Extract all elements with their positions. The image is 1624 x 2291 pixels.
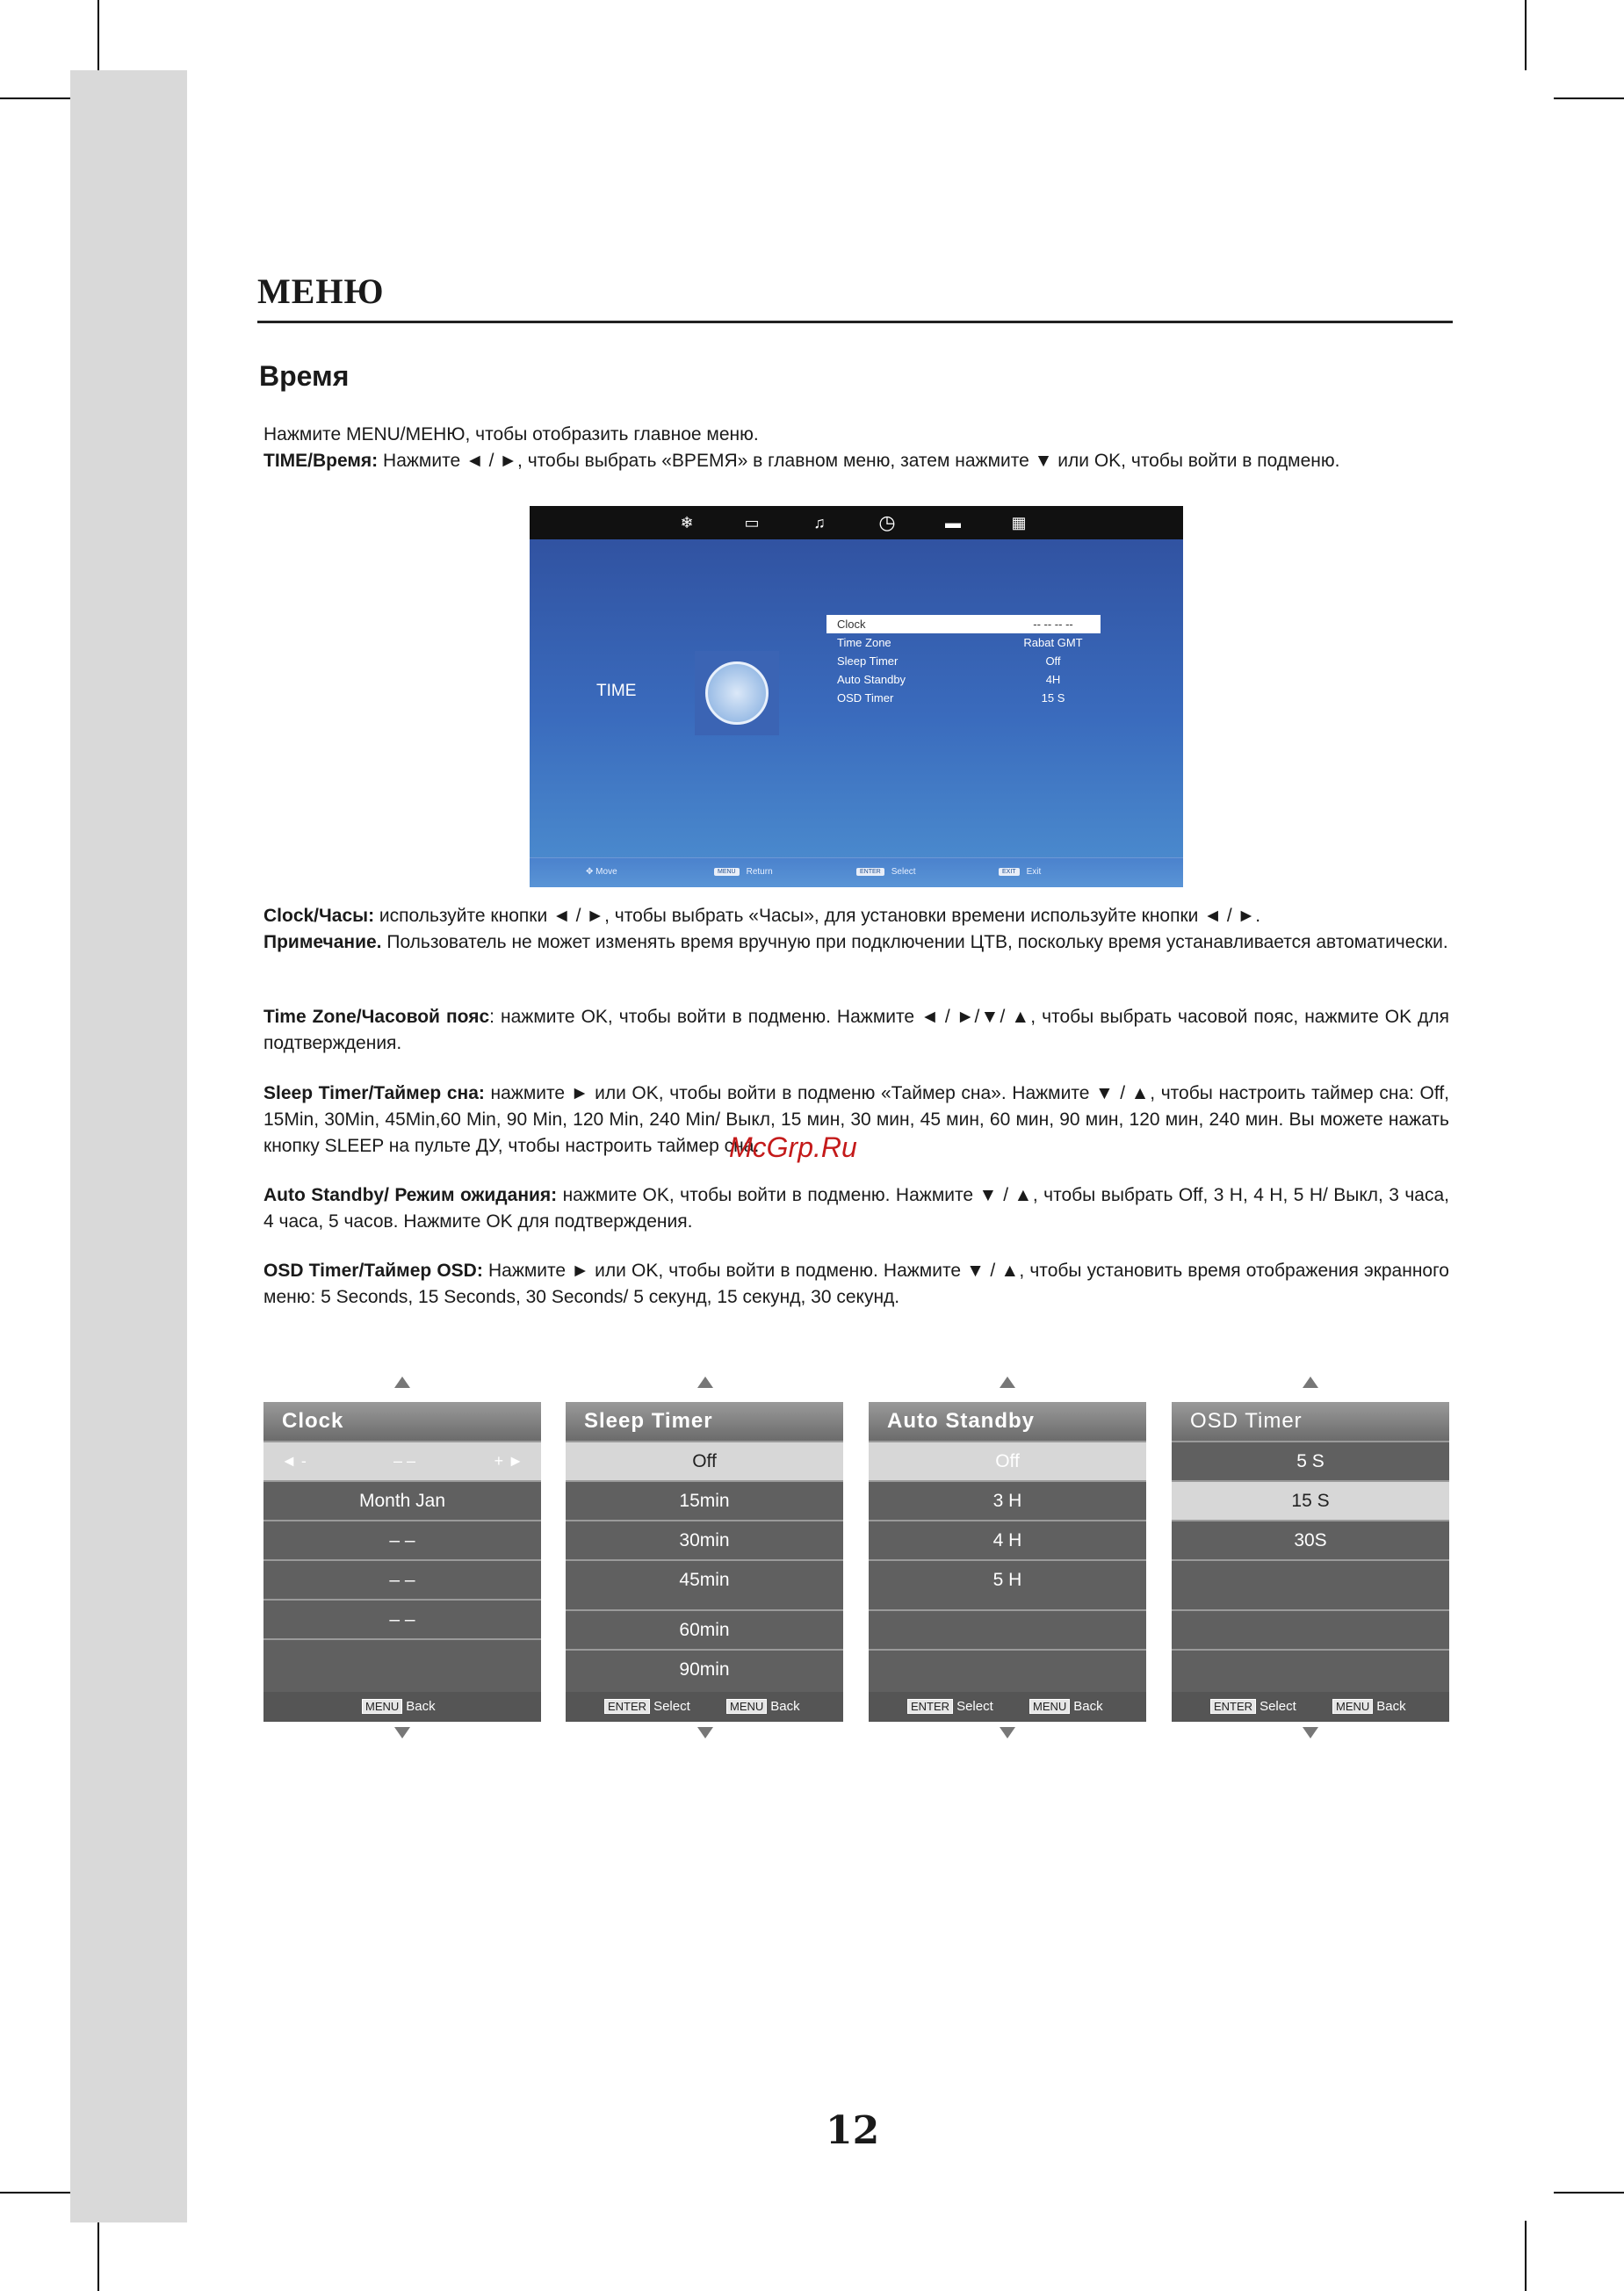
list-item[interactable]: Off xyxy=(566,1441,843,1482)
page-number: 12 xyxy=(826,2108,880,2153)
up-arrow-icon xyxy=(697,1377,713,1388)
list-item[interactable]: 5 H xyxy=(869,1559,1146,1601)
tv-top-bar xyxy=(530,506,1183,539)
list-item[interactable] xyxy=(263,1638,541,1692)
list-item[interactable] xyxy=(1172,1609,1449,1651)
list-item[interactable]: 30S xyxy=(1172,1520,1449,1561)
section-heading: Время xyxy=(259,360,350,392)
list-item[interactable]: 60min xyxy=(566,1609,843,1651)
time-icon: ◷ xyxy=(878,511,896,533)
clock-panel xyxy=(263,1402,541,1722)
list-item[interactable] xyxy=(869,1649,1146,1692)
osd-timer-panel xyxy=(1172,1402,1449,1722)
list-item[interactable]: – – xyxy=(263,1520,541,1561)
list-item[interactable]: 90min xyxy=(566,1649,843,1692)
down-arrow-icon xyxy=(1000,1727,1015,1738)
crop-mark xyxy=(1525,2221,1527,2291)
list-item[interactable]: 30min xyxy=(566,1520,843,1561)
crop-mark xyxy=(0,98,70,99)
sleep-timer-panel xyxy=(566,1402,843,1722)
tv-menu-screenshot xyxy=(530,506,1183,887)
sleep-timer-description: Sleep Timer/Таймер сна: нажмите ► или OK, чтобы войти в подменю «Таймер сна». Нажмите ▼ / ▲, чтобы настроить таймер сна: Off, 15Min, 30Min, 45Min,60 Min, 90 Min, 120 Min, 240 Min/ Выкл, 15 мин, 30 мин, 45 мин, 60 мин, 90 мин, 120 мин, 240 мин. Вы можете нажать кнопку SLEEP на пульте ДУ, чтобы настроить таймер сна. xyxy=(263,1083,1450,1156)
move-icon: ✥ xyxy=(586,867,596,877)
down-arrow-icon xyxy=(1303,1727,1318,1738)
down-arrow-icon xyxy=(394,1727,410,1738)
channel-icon: ▭ xyxy=(744,514,760,531)
watermark: McGrp.Ru xyxy=(729,1131,857,1163)
osd-timer-description: OSD Timer/Таймер OSD: Нажмите ► или OK, чтобы войти в подменю. Нажмите ▼ / ▲, чтобы установить время отображения экранного меню: 5 Seconds, 15 Seconds, 30 Seconds/ 5 секунд, 15 секунд, 30 секунд. xyxy=(263,1261,1449,1307)
intro-line-1: Нажмите MENU/МЕНЮ, чтобы отобразить главное меню. xyxy=(263,424,759,444)
up-arrow-icon xyxy=(394,1377,410,1388)
list-item[interactable]: 45min xyxy=(566,1559,843,1601)
list-item[interactable]: – – xyxy=(263,1559,541,1601)
up-arrow-icon xyxy=(1303,1377,1318,1388)
panel-title: Sleep Timer xyxy=(566,1402,843,1441)
crop-mark xyxy=(1525,0,1527,70)
tv-menu-item-auto-standby[interactable]: Auto Standby 4H xyxy=(837,673,1061,686)
select-hint: ENTER Select xyxy=(856,867,916,877)
intro-paragraph xyxy=(263,422,1449,474)
crop-mark xyxy=(0,2192,70,2193)
panel-title: Clock xyxy=(263,1402,541,1441)
back-hint[interactable]: MENU Back xyxy=(1029,1699,1103,1714)
picture-icon: ❄ xyxy=(680,514,694,531)
left-arrow-icon: ◄ - xyxy=(281,1452,307,1470)
back-hint[interactable]: MENU Back xyxy=(362,1699,436,1714)
return-hint: MENU Return xyxy=(714,867,773,877)
crop-mark xyxy=(1554,2192,1624,2193)
move-hint: ✥ Move xyxy=(586,867,617,877)
side-band xyxy=(70,70,187,2222)
panel-footer xyxy=(566,1692,843,1722)
crop-mark xyxy=(1554,98,1624,99)
list-item[interactable]: 3 H xyxy=(869,1480,1146,1521)
down-arrow-icon xyxy=(697,1727,713,1738)
list-item[interactable] xyxy=(869,1609,1146,1651)
back-hint[interactable]: MENU Back xyxy=(726,1699,800,1714)
select-hint[interactable]: ENTER Select xyxy=(907,1699,993,1714)
list-item[interactable]: 15 S xyxy=(1172,1480,1449,1521)
list-item[interactable]: 4 H xyxy=(869,1520,1146,1561)
auto-standby-panel xyxy=(869,1402,1146,1722)
clock-icon xyxy=(705,661,769,725)
tv-menu-item-osd-timer[interactable]: OSD Timer 15 S xyxy=(837,691,1065,705)
tv-time-menu xyxy=(826,615,1101,707)
clock-description: Clock/Часы: используйте кнопки ◄ / ►, чтобы выбрать «Часы», для установки времени используйте кнопки ◄ / ►. Примечание. Пользователь не может изменять время вручную при подключении ЦТВ, поскольку время устанавливается автоматически. xyxy=(263,906,1448,952)
up-arrow-icon xyxy=(1000,1377,1015,1388)
tv-hint-bar xyxy=(530,857,1183,887)
list-item[interactable]: Month Jan xyxy=(263,1480,541,1521)
tv-menu-item-clock[interactable]: Clock -- -- -- -- xyxy=(826,615,1101,633)
panel-title: OSD Timer xyxy=(1172,1402,1449,1441)
panel-footer xyxy=(1172,1692,1449,1722)
list-item[interactable]: Off xyxy=(869,1441,1146,1482)
right-arrow-icon: + ► xyxy=(494,1452,523,1470)
list-item[interactable] xyxy=(1172,1649,1449,1692)
tv-menu-item-sleep-timer[interactable]: Sleep Timer Off xyxy=(837,654,1061,668)
crop-mark xyxy=(97,2221,99,2291)
title-divider xyxy=(257,321,1453,323)
clock-year-row[interactable]: ◄ - – – + ► xyxy=(263,1441,541,1482)
lock-icon: ▬ xyxy=(945,514,961,531)
panel-footer xyxy=(263,1692,541,1722)
page-title: МЕНЮ xyxy=(257,271,385,311)
select-hint[interactable]: ENTER Select xyxy=(1210,1699,1296,1714)
list-item[interactable]: – – xyxy=(263,1599,541,1640)
select-hint[interactable]: ENTER Select xyxy=(604,1699,690,1714)
sound-icon: ♫ xyxy=(813,514,826,531)
list-item[interactable]: 15min xyxy=(566,1480,843,1521)
auto-standby-description: Auto Standby/ Режим ожидания: нажмите OK, чтобы войти в подменю. Нажмите ▼ / ▲, чтобы выбрать Off, 3 H, 4 H, 5 H/ Выкл, 3 часа, 4 часа, 5 часов. Нажмите OK для подтверждения. xyxy=(263,1185,1449,1232)
exit-hint: EXIT Exit xyxy=(999,867,1041,877)
list-item[interactable]: 5 S xyxy=(1172,1441,1449,1482)
setup-icon: ▦ xyxy=(1011,514,1027,531)
crop-mark xyxy=(97,0,99,70)
tv-category-label: TIME xyxy=(596,682,637,700)
list-item[interactable] xyxy=(1172,1559,1449,1601)
back-hint[interactable]: MENU Back xyxy=(1332,1699,1406,1714)
panel-title: Auto Standby xyxy=(869,1402,1146,1441)
intro-line-2: TIME/Время: Нажмите ◄ / ►, чтобы выбрать «ВРЕМЯ» в главном меню, затем нажмите ▼ или OK, чтобы войти в подменю. xyxy=(263,451,1340,471)
panel-footer xyxy=(869,1692,1146,1722)
time-zone-description: Time Zone/Часовой пояс: нажмите OK, чтобы войти в подменю. Нажмите ◄ / ►/▼/ ▲, чтобы выбрать часовой пояс, нажмите OK для подтверждения. xyxy=(263,1007,1450,1053)
tv-menu-item-time-zone[interactable]: Time Zone Rabat GMT xyxy=(837,636,1083,649)
tv-clock-tile xyxy=(695,651,779,735)
